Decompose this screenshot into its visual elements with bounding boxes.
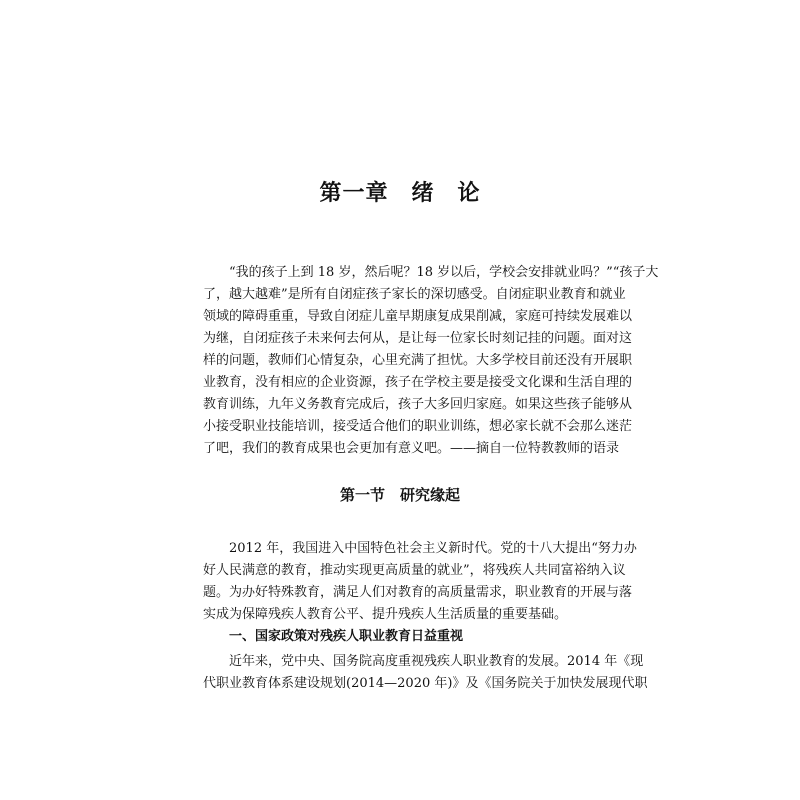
intro-line: 好人民满意的教育，推动实现更高质量的就业”，将残疾人共同富裕纳入议 [203, 563, 626, 578]
intro-line: 题。为办好特殊教育，满足人们对教育的高质量需求，职业教育的开展与落 [203, 585, 633, 600]
section-title: 第一节 研究缘起 [339, 486, 460, 504]
policy-line: 代职业教育体系建设规划(2014—2020 年)》及《国务院关于加快发展现代职 [203, 676, 648, 691]
policy-paragraph [203, 651, 648, 695]
chapter-title: 第一章 绪 论 [319, 181, 481, 206]
intro-line: 2012 年，我国进入中国特色社会主义新时代。党的十八大提出“努力办 [229, 541, 637, 556]
quote-line: 样的问题，教师们心情复杂，心里充满了担忧。大多学校目前还没有开展职 [203, 353, 633, 368]
intro-paragraph [203, 538, 637, 626]
quote-paragraph [203, 262, 659, 460]
policy-line: 近年来，党中央、国务院高度重视残疾人职业教育的发展。2014 年《现 [229, 654, 644, 669]
quote-line: 小接受职业技能培训，接受适合他们的职业训练，想必家长就不会那么迷茫 [203, 419, 633, 434]
intro-line: 实成为保障残疾人教育公平、提升残疾人生活质量的重要基础。 [203, 607, 568, 622]
quote-line: 了，越大越难”是所有自闭症孩子家长的深切感受。自闭症职业教育和就业 [203, 287, 626, 302]
quote-line: 为继，自闭症孩子未来何去何从，是让每一位家长时刻记挂的问题。面对这 [203, 331, 633, 346]
quote-line: “我的孩子上到 18 岁，然后呢？18 岁以后，学校会安排就业吗？”“孩子大 [229, 265, 659, 280]
quote-line: 了吧，我们的教育成果也会更加有意义吧。——摘自一位特教教师的语录 [203, 441, 620, 456]
quote-line: 业教育，没有相应的企业资源，孩子在学校主要是接受文化课和生活自理的 [203, 375, 633, 390]
quote-line: 领域的障碍重重，导致自闭症儿童早期康复成果削减，家庭可持续发展难以 [203, 309, 633, 324]
quote-line: 教育训练，九年义务教育完成后，孩子大多回归家庭。如果这些孩子能够从 [203, 397, 633, 412]
subsection-title: 一、国家政策对残疾人职业教育日益重视 [229, 629, 464, 644]
